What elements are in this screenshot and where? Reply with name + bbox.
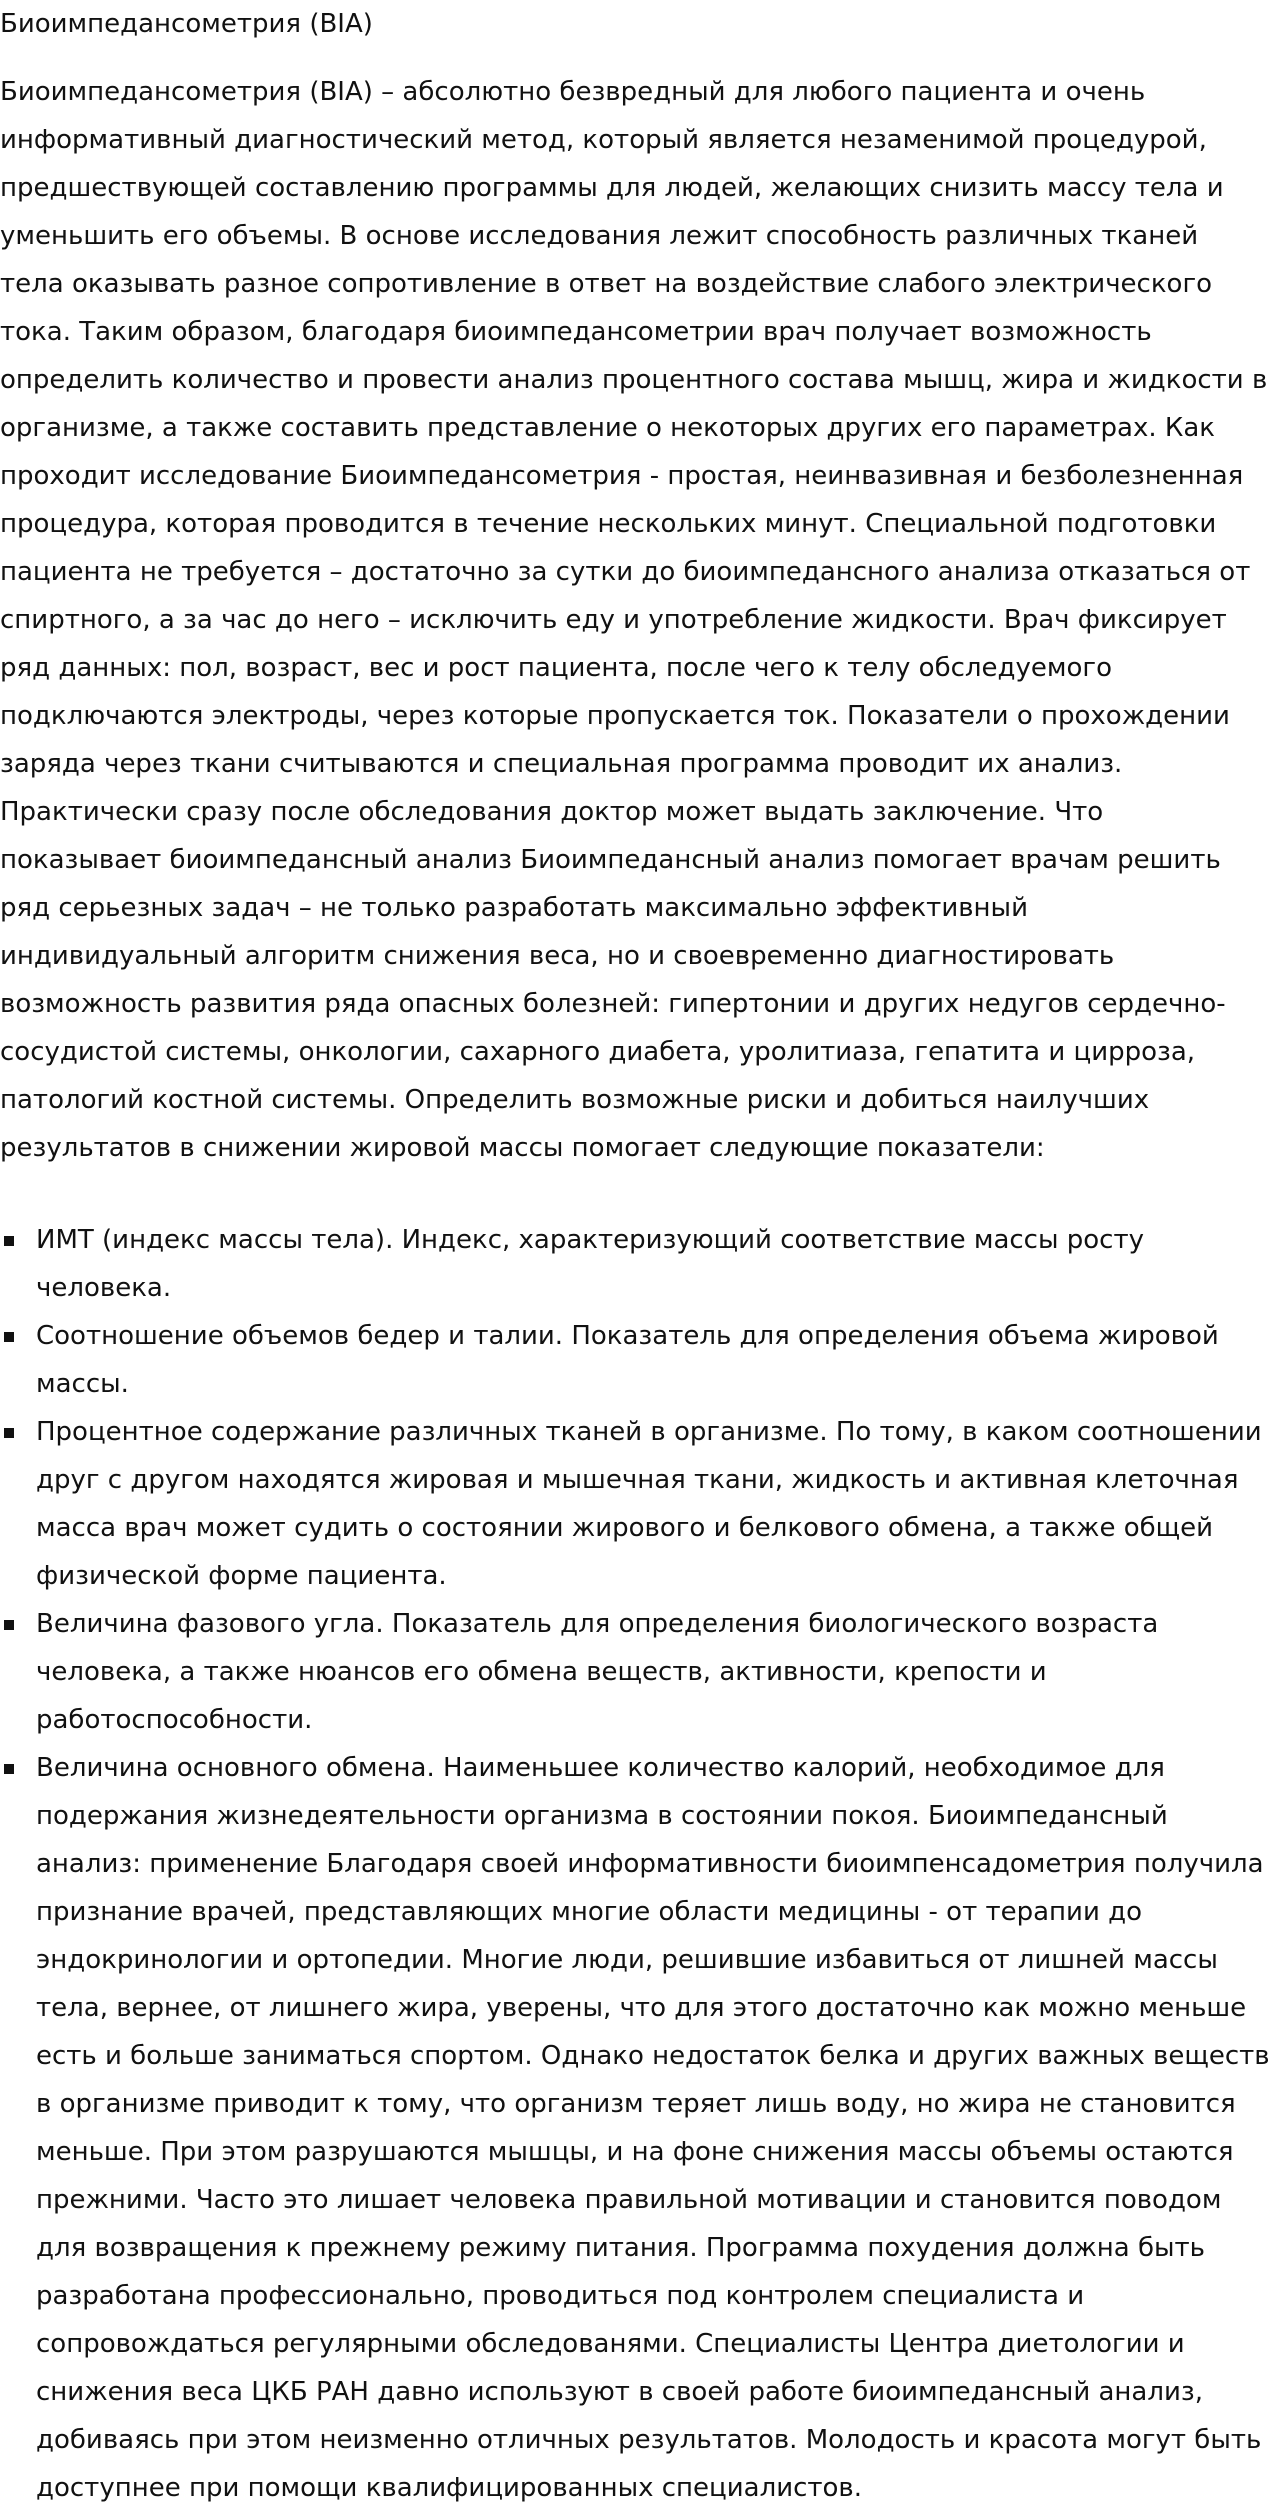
list-item [0,1744,1270,2512]
square-bullet-icon [4,1620,14,1630]
list-item-text: Величина основного обмена. Наименьшее количество калорий, необходимое для подержания жизнедеятельности организма в состоянии покоя. Биоимпедансный анализ: применение Благодаря своей информативности биоимпенсадометрия получила признание врачей, представляющих многие области медицины - от терапии до эндокринологии и ортопедии. Многие люди, решившие избавиться от лишней массы тела, вернее, от лишнего жира, уверены, что для этого достаточно как можно меньше есть и больше заниматься спортом. Однако недостаток белка и других важных веществ в организме приводит к тому, что организм теряет лишь воду, но жира не становится меньше. При этом разрушаются мышцы, и на фоне снижения массы объемы остаются прежними. Часто это лишает человека правильной мотивации и становится поводом для возвращения к прежнему режиму питания. Программа похудения должна быть разработана профессионально, проводиться под контролем специалиста и сопровождаться регулярными обследованями. Специалисты Центра диетологии и снижения веса ЦКБ РАН давно используют в своей работе биоимпедансный анализ, добиваясь при этом неизменно отличных результатов. Молодость и красота могут быть доступнее при помощи квалифицированных специалистов. [36,1753,1270,2503]
list-item-text: Соотношение объемов бедер и талии. Показатель для определения объема жировой массы. [36,1321,1219,1399]
page-title: Биоимпедансометрия (BIA) [0,9,373,39]
square-bullet-icon [4,1764,14,1774]
square-bullet-icon [4,1236,14,1246]
list-item [0,1408,1270,1600]
list-item [0,1216,1270,1312]
list-item [0,1312,1270,1408]
square-bullet-icon [4,1332,14,1342]
list-item [0,1600,1270,1744]
intro-paragraph: Биоимпедансометрия (BIA) – абсолютно безвредный для любого пациента и очень информативный диагностический метод, который является незаменимой процедурой, предшествующей составлению программы для людей, желающих снизить массу тела и уменьшить его объемы. В основе исследования лежит способность различных тканей тела оказывать разное сопротивление в ответ на воздействие слабого электрического тока. Таким образом, благодаря биоимпедансометрии врач получает возможность определить количество и провести анализ процентного состава мышц, жира и жидкости в организме, а также составить представление о некоторых других его параметрах. Как проходит исследование Биоимпедансометрия - простая, неинвазивная и безболезненная процедура, которая проводится в течение нескольких минут. Специальной подготовки пациента не требуется – достаточно за сутки до биоимпедансного анализа отказаться от спиртного, а за час до него – исключить еду и употребление жидкости. Врач фиксирует ряд данных: пол, возраст, вес и рост пациента, после чего к телу обследуемого подключаются электроды, через которые пропускается ток. Показатели о прохождении заряда через ткани считываются и специальная программа проводит их анализ. Практически сразу после обследования доктор может выдать заключение. Что показывает биоимпедансный анализ Биоимпедансный анализ помогает врачам решить ряд серьезных задач – не только разработать максимально эффективный индивидуальный алгоритм снижения веса, но и своевременно диагностировать возможность развития ряда опасных болезней: гипертонии и других недугов сердечно-сосудистой системы, онкологии, сахарного диабета, уролитиаза, гепатита и цирроза, патологий костной системы. Определить возможные риски и добиться наилучших результатов в снижении жировой массы помогает следующие показатели: [0,77,1268,1163]
list-item-text: ИМТ (индекс массы тела). Индекс, характеризующий соответствие массы росту человека. [36,1225,1145,1303]
list-item-text: Величина фазового угла. Показатель для определения биологического возраста человека, а также нюансов его обмена веществ, активности, крепости и работоспособности. [36,1609,1159,1735]
indicators-list [0,1216,1270,2512]
square-bullet-icon [4,1428,14,1438]
list-item-text: Процентное содержание различных тканей в организме. По тому, в каком соотношении друг с другом находятся жировая и мышечная ткани, жидкость и активная клеточная масса врач может судить о состоянии жирового и белкового обмена, а также общей физической форме пациента. [36,1417,1262,1591]
